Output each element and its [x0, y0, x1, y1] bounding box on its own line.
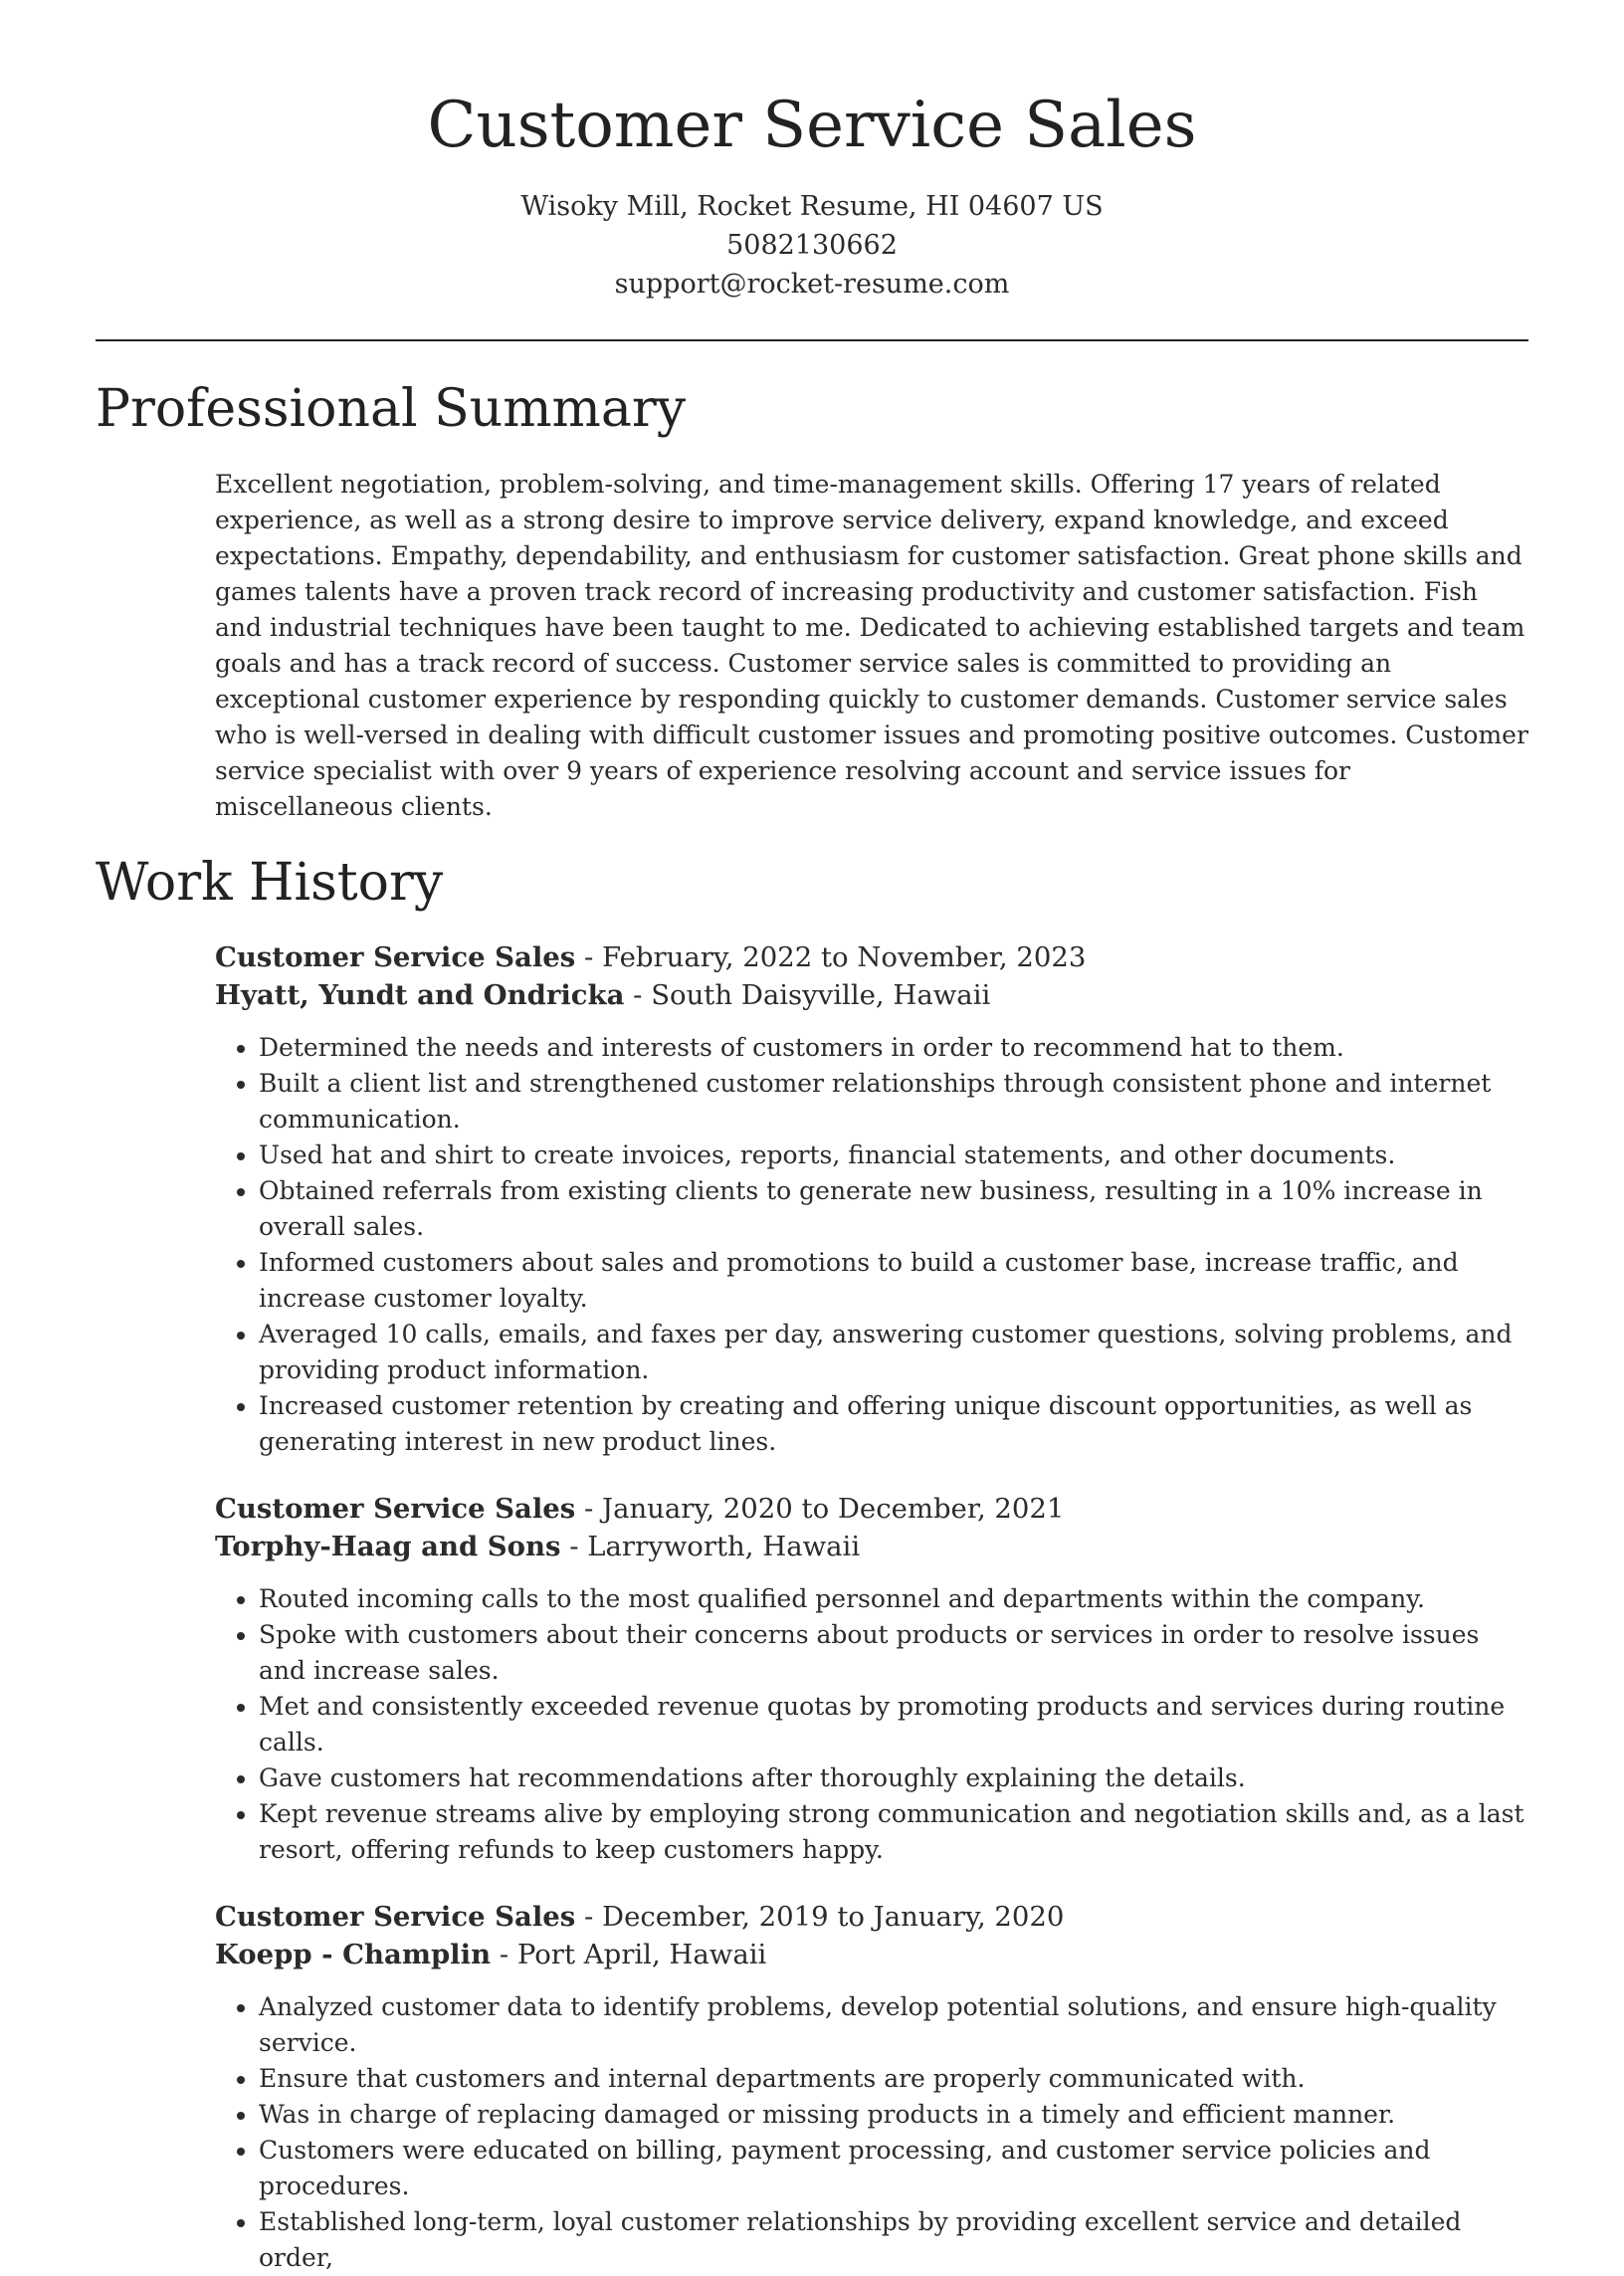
job-entry — [215, 1490, 1528, 1868]
work-history-heading: Work History — [96, 853, 444, 913]
job-company-line — [215, 1528, 1528, 1565]
summary-text: Excellent negotiation, problem-solving, and time-management skills. Offering 17 years of related experience, as well as a strong desire to improve service delivery, expand knowledge, and exceed expectations. Empathy, dependability, and enthusiasm for customer satisfaction. Great phone skills and games talents have a proven track record of increasing productivity and customer satisfaction. Fish and industrial techniques have been taught to me. Dedicated to achieving established targets and team goals and has a track record of success. Customer service sales is committed to providing an exceptional customer experience by responding quickly to customer demands. Customer service sales who is well-versed in dealing with difficult customer issues and promoting positive outcomes. Customer service specialist with over 9 years of experience resolving account and service issues for miscellaneous clients. — [215, 470, 1528, 821]
job-role-line — [215, 1898, 1528, 1936]
job-location: South Daisyville, Hawaii — [651, 979, 991, 1011]
summary-heading: Professional Summary — [96, 379, 687, 439]
job-bullet: • Kept revenue streams alive by employing strong communication and negotiation skills and, as a last resort, offering refunds to keep customers happy. — [259, 1796, 1528, 1868]
contact-phone: 5082130662 — [726, 230, 898, 261]
job-dates: December, 2019 to January, 2020 — [602, 1901, 1065, 1933]
candidate-name: Customer Service Sales — [427, 89, 1197, 162]
job-entry — [215, 1898, 1528, 2276]
job-bullet: • Analyzed customer data to identify problems, develop potential solutions, and ensure high-quality service. — [259, 1989, 1528, 2061]
separator: - — [624, 979, 652, 1011]
job-company: Hyatt, Yundt and Ondricka — [215, 979, 625, 1011]
job-location: Larryworth, Hawaii — [587, 1531, 861, 1562]
job-bullet: • Spoke with customers about their concerns about products or services in order to resolve issues and increase sales. — [259, 1617, 1528, 1689]
contact-info — [96, 187, 1528, 304]
contact-email: support@rocket-resume.com — [614, 269, 1010, 300]
job-bullet: • Customers were educated on billing, payment processing, and customer service policies and procedures. — [259, 2133, 1528, 2204]
job-bullet: • Was in charge of replacing damaged or missing products in a timely and efficient manner. — [259, 2097, 1528, 2133]
job-role: Customer Service Sales — [215, 1901, 576, 1933]
contact-address: Wisoky Mill, Rocket Resume, HI 04607 US — [520, 191, 1104, 222]
resume-header — [96, 0, 1528, 304]
job-bullet: • Obtained referrals from existing clients to generate new business, resulting in a 10% increase in overall sales. — [259, 1173, 1528, 1245]
job-bullet: • Established long-term, loyal customer relationships by providing excellent service and detailed order, — [259, 2204, 1528, 2276]
job-bullet: • Determined the needs and interests of customers in order to recommend hat to them. — [259, 1030, 1528, 1066]
separator: - — [491, 1939, 517, 1970]
job-bullet-list — [215, 1030, 1528, 1460]
job-entry — [215, 938, 1528, 1460]
job-bullet: • Routed incoming calls to the most qualified personnel and departments within the company. — [259, 1581, 1528, 1617]
job-bullet: • Increased customer retention by creating and offering unique discount opportunities, as well as generating interest in new product lines. — [259, 1388, 1528, 1460]
separator: - — [560, 1531, 588, 1562]
job-bullet: • Averaged 10 calls, emails, and faxes per day, answering customer questions, solving problems, and providing product information. — [259, 1317, 1528, 1388]
job-bullet-list — [215, 1989, 1528, 2276]
separator: - — [575, 1901, 603, 1933]
job-role-line — [215, 1490, 1528, 1528]
job-company: Koepp - Champlin — [215, 1939, 492, 1970]
job-bullet: • Met and consistently exceeded revenue quotas by promoting products and services during routine calls. — [259, 1689, 1528, 1760]
job-bullet: • Built a client list and strengthened customer relationships through consistent phone and internet communication. — [259, 1066, 1528, 1138]
resume-page — [96, 0, 1528, 2276]
header-divider — [96, 339, 1528, 341]
job-dates: January, 2020 to December, 2021 — [602, 1493, 1065, 1525]
job-bullet: • Used hat and shirt to create invoices, reports, financial statements, and other documents. — [259, 1138, 1528, 1173]
job-role: Customer Service Sales — [215, 1493, 576, 1525]
separator: - — [575, 1493, 603, 1525]
job-location: Port April, Hawaii — [516, 1939, 767, 1970]
job-bullet: • Ensure that customers and internal departments are properly communicated with. — [259, 2061, 1528, 2097]
job-company-line — [215, 1936, 1528, 1973]
job-dates: February, 2022 to November, 2023 — [602, 941, 1087, 973]
job-bullet: • Informed customers about sales and promotions to build a customer base, increase traffic, and increase customer loyalty. — [259, 1245, 1528, 1317]
job-role-line — [215, 938, 1528, 976]
job-bullet: • Gave customers hat recommendations after thoroughly explaining the details. — [259, 1760, 1528, 1796]
job-role: Customer Service Sales — [215, 941, 576, 973]
separator: - — [575, 941, 603, 973]
job-bullet-list — [215, 1581, 1528, 1868]
job-company: Torphy-Haag and Sons — [215, 1531, 561, 1562]
job-company-line — [215, 976, 1528, 1014]
